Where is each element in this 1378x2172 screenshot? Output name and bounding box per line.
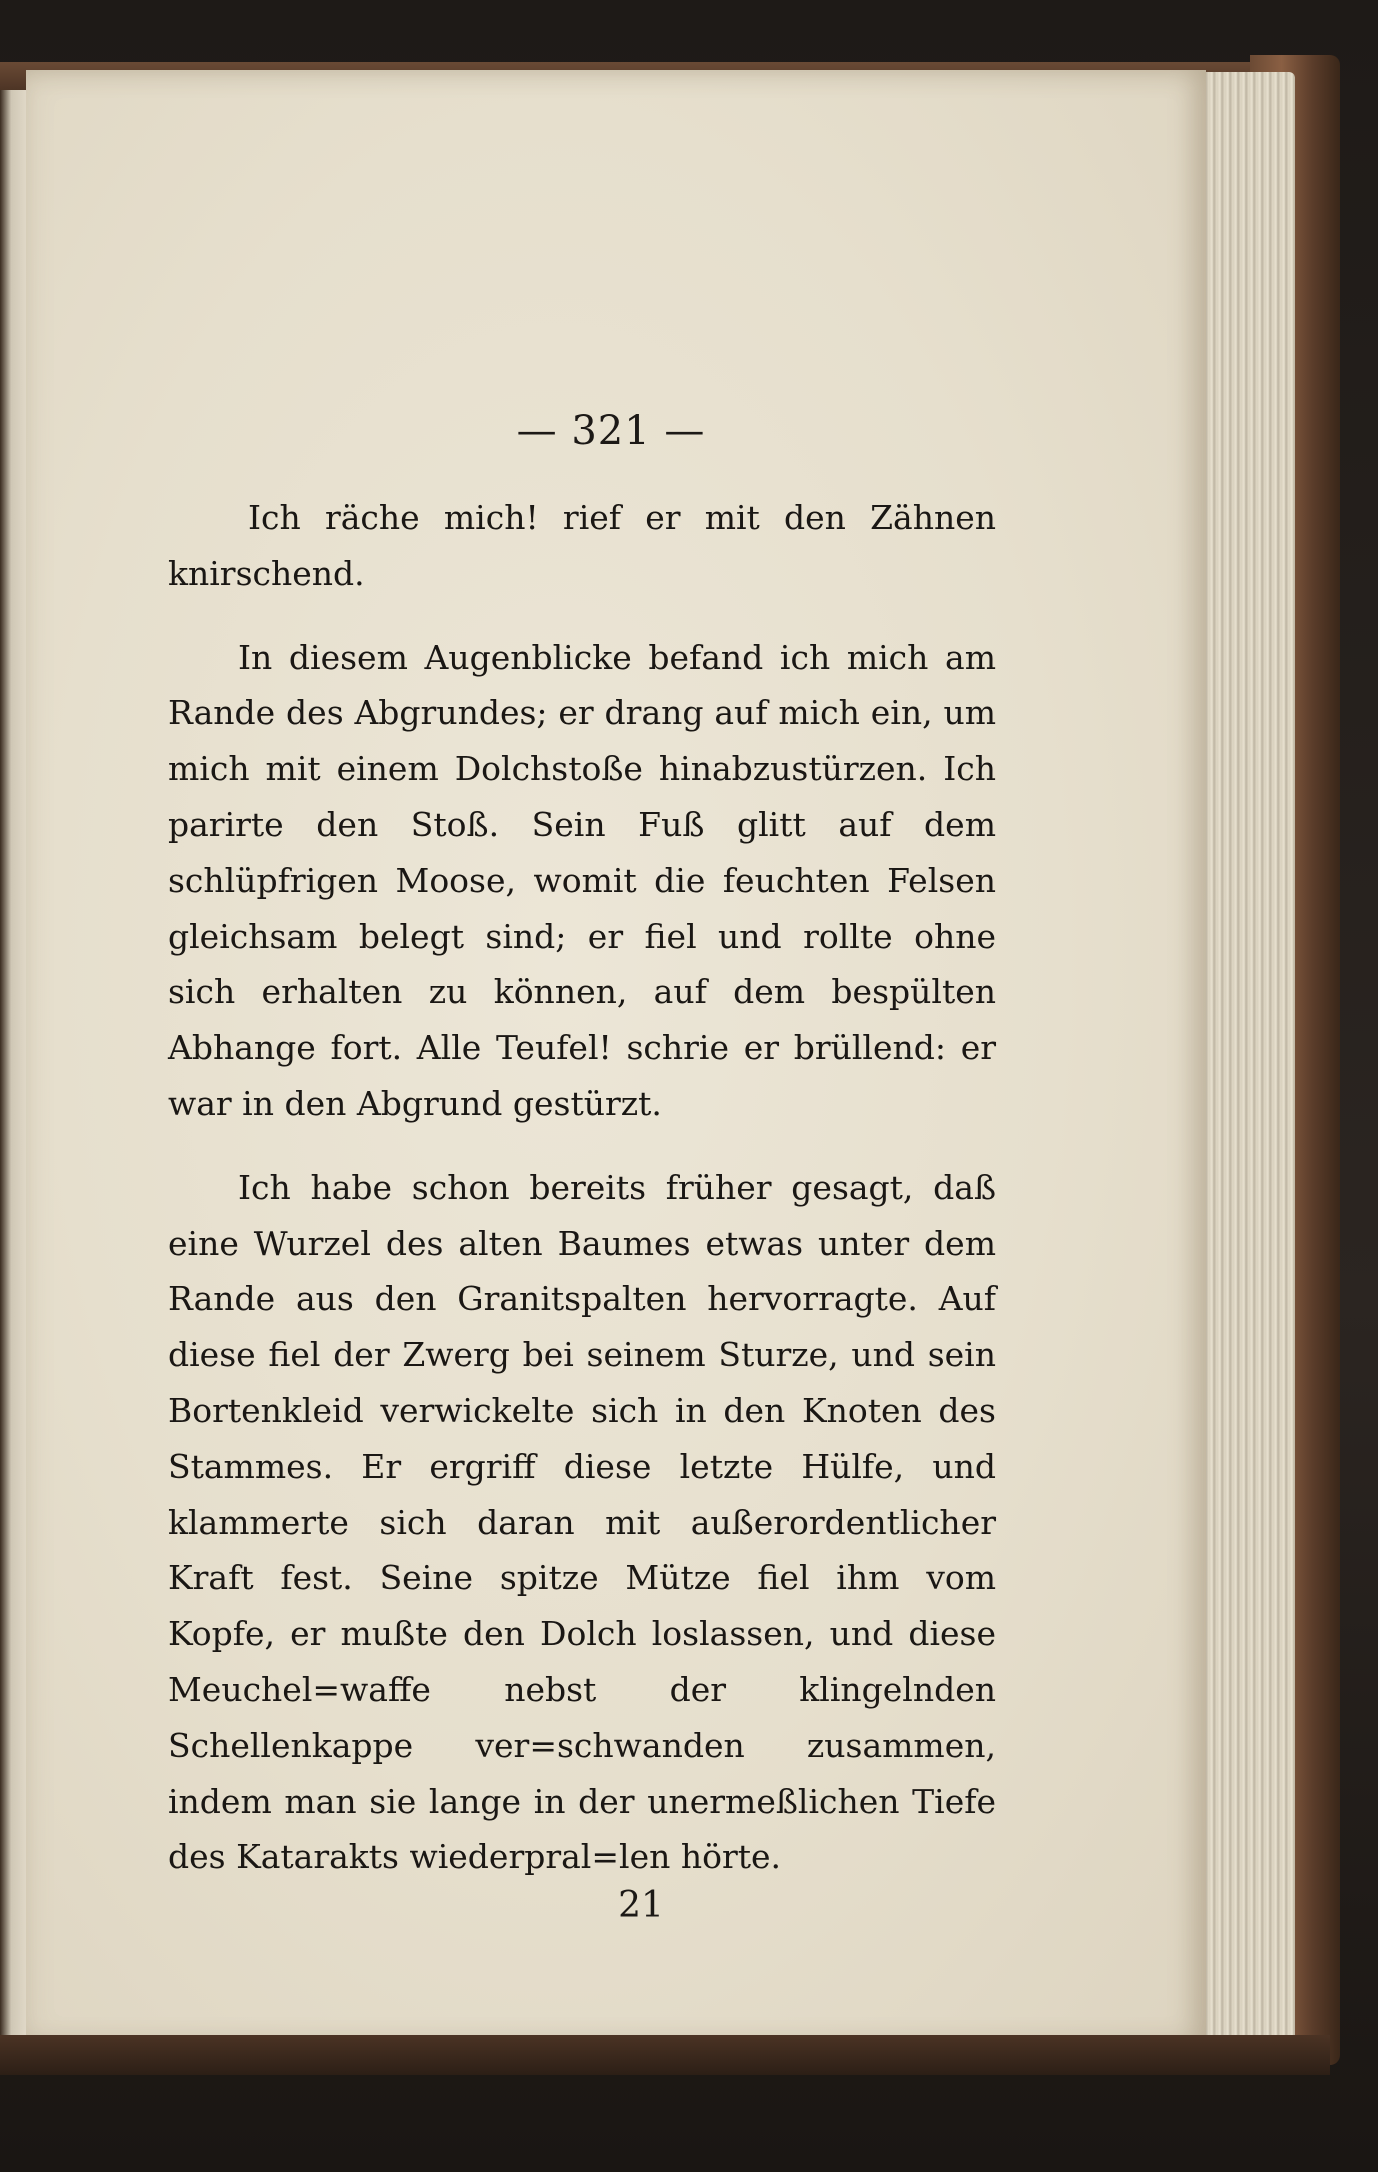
- facing-page-edge: [0, 90, 28, 2050]
- book-cover-bottom-edge: [0, 2035, 1330, 2075]
- page-body: [168, 490, 996, 1885]
- page-header: — 321 —: [516, 408, 706, 454]
- book-page: [26, 70, 1206, 2045]
- paragraph-2: In diesem Augenblicke befand ich mich am Rande des Abgrundes; er drang auf mich ein, um mich mit einem Dolchstoße hinabzustürzen. Ich parirte den Stoß. Sein Fuß glitt auf dem schlüpfrigen Moose, womit die feuchten Felsen gleichsam belegt sind; er fiel und rollte ohne sich erhalten zu können, auf dem bespülten Abhange fort. Alle Teufel! schrie er brüllend: er war in den Abgrund gestürzt.: [168, 637, 996, 1123]
- paragraph-3: Ich habe schon bereits früher gesagt, daß eine Wurzel des alten Baumes etwas unter dem Rande aus den Granitspalten hervorragte. Auf diese fiel der Zwerg bei seinem Sturze, und sein Bortenkleid verwickelte sich in den Knoten des Stammes. Er ergriff diese letzte Hülfe, und klammerte sich daran mit außerordentlicher Kraft fest. Seine spitze Mütze fiel ihm vom Kopfe, er mußte den Dolch loslassen, und diese Meuchel=waffe nebst der klingelnden Schellenkappe ver=schwanden zusammen, indem man sie lange in der unermeßlichen Tiefe des Katarakts wiederpral=len hörte.: [168, 1167, 996, 1877]
- paragraph-1: Ich räche mich! rief er mit den Zähnen knirschend.: [168, 498, 996, 593]
- signature-mark: 21: [618, 1885, 664, 1926]
